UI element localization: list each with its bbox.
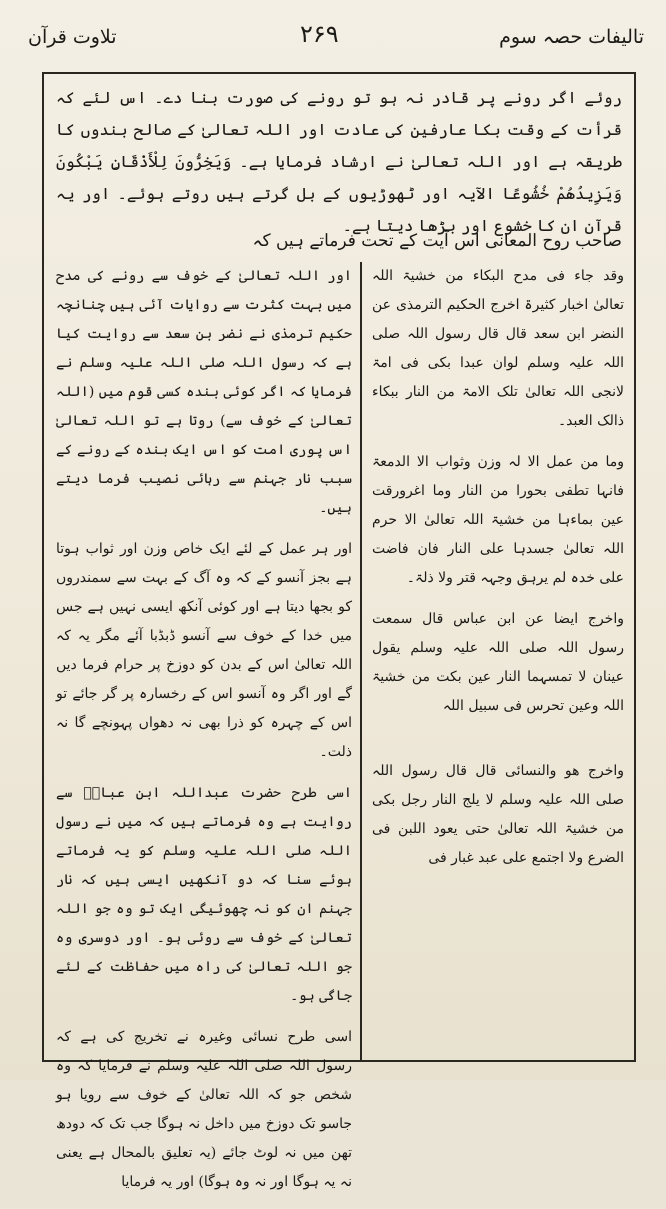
column-divider xyxy=(360,262,362,1060)
page-header xyxy=(0,20,666,60)
urdu-paragraph: اور ہر عمل کے لئے ایک خاص وزن اور ثواب ہوتا ہے بجز آنسو کے کہ وہ آگ کے بہت سے سمندروں کو بجھا دیتا ہے اور کوئی آنکھ ایسی نہیں ہے جس میں خدا کے خوف سے آنسو ڈبڈبا آئے مگر یہ کہ اللہ تعالیٰ اس کے بدن کو دوزخ پر حرام فرما دیں گے اور اگر وہ آنسو اس کے رخسارہ پر گر جائے تو اس کے چہرہ کو ذرا بھی نہ دھواں پہونچے گا نہ ذلت۔ xyxy=(56,541,352,760)
arabic-paragraph: واخرج ھو والنسائی قال قال رسول اللہ صلی اللہ علیہ وسلم لا یلج النار رجل بکی من خشیۃ اللہ تعالیٰ حتی یعود اللبن فی الضرع ولا اجتمع علی عبد غبار فی xyxy=(372,763,624,866)
urdu-paragraph: اسی طرح حضرت عبداللہ ابن عباسؓ سے روایت ہے وہ فرماتے ہیں کہ میں نے رسول اللہ صلی اللہ علیہ وسلم کو یہ فرماتے ہوئے سنا کہ دو آنکھیں ایسی ہیں کہ نار جہنم ان کو نہ چھوئیگی ایک تو وہ جو اللہ تعالیٰ کے خوف سے روئی ہو۔ اور دوسری وہ جو اللہ تعالیٰ کی راہ میں حفاظت کے لئے جاگی ہو۔ xyxy=(56,785,352,1004)
book-title: تالیفات حصہ سوم xyxy=(499,26,644,48)
urdu-paragraph: اور اللہ تعالیٰ کے خوف سے رونے کی مدح میں بہت کثرت سے روایات آئی ہیں چنانچہ حکیم ترمذی نے نضر بن سعد سے روایت کیا ہے کہ رسول اللہ صلی اللہ علیہ وسلم نے فرمایا کہ اگر کوئی بندہ کسی قوم میں (اللہ تعالیٰ کے خوف سے) روتا ہے تو اللہ تعالیٰ اس پوری امت کو اس ایک بندہ کے رونے کے سبب نار جہنم سے رہائی نصیب فرما دیتے ہیں۔ xyxy=(56,268,352,516)
arabic-text-column xyxy=(372,262,624,885)
urdu-paragraph: اسی طرح نسائی وغیرہ نے تخریج کی ہے کہ رسول اللہ صلی اللہ علیہ وسلم نے فرمایا کہ وہ شخص جو کہ اللہ تعالیٰ کے خوف سے رویا ہو جاسو تک دوزخ میں داخل نہ ہوگا جب تک کہ دودھ تھن میں نہ لوٹ جائے (یہ تعلیق بالمحال ہے یعنی نہ یہ ہوگا اور نہ وہ ہوگا) اور یہ فرمایا xyxy=(56,1029,352,1190)
arabic-paragraph: واخرج ایضا عن ابن عباس قال سمعت رسول اللہ صلی اللہ علیہ وسلم یقول عینان لا تمسہما النار عین بکت من خشیۃ اللہ وعین تحرس فی سبیل اللہ xyxy=(372,611,624,714)
chapter-title: تلاوت قرآن xyxy=(28,26,117,48)
arabic-paragraph: وما من عمل الا لہ وزن وثواب الا الدمعۃ فانہا تطفی بحورا من النار وما اغرورقت عین بماءہا من خشیۃ اللہ تعالیٰ الا حرم اللہ تعالیٰ جسدہا علی النار فان فاضت علی خدہ لم یرہق وجہہ قتر ولا ذلۃ۔ xyxy=(372,454,624,586)
page-number: ۲۶۹ xyxy=(300,20,339,48)
section-heading: صاحب روح المعانی اس آیت کے تحت فرماتے ہیں کہ xyxy=(252,231,622,251)
intro-paragraph: روئے اگر رونے پر قادر نہ ہو تو رونے کی صورت بنا دے۔ اس لئے کہ قرأت کے وقت بکا عارفین کی عادت اور اللہ تعالیٰ کے صالح بندوں کا طریقہ ہے اور اللہ تعالیٰ نے ارشاد فرمایا ہے۔ وَيَخِرُّونَ لِلْأَذْقَانِ يَبْكُونَ وَيَزِيدُهُمْ خُشُوعًا الآیہ اور ٹھوڑیوں کے بل گرتے ہیں روتے ہوئے۔ اور یہ قرآن ان کا خشوع اور بڑھا دیتا ہے۔ xyxy=(56,88,622,235)
urdu-translation-column xyxy=(56,262,352,1209)
arabic-paragraph: وقد جاء فی مدح البکاء من خشیۃ اللہ تعالیٰ اخبار کثیرۃ اخرج الحکیم الترمذی عن النضر ابن سعد قال قال رسول اللہ صلی اللہ علیہ وسلم لوان عبدا بکی فی امۃ لانجی اللہ تعالیٰ تلک الامۃ من النار ببکاء ذالک العبد۔ xyxy=(372,268,624,429)
